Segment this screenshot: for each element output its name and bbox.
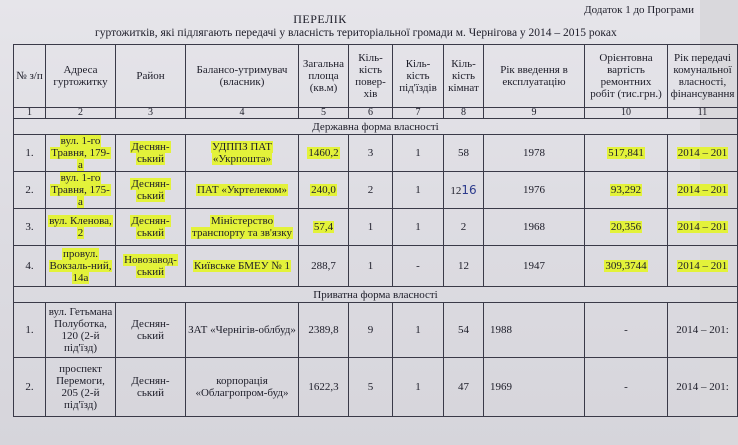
entrances-cell: - [393, 246, 444, 287]
year-cell: 1947 [484, 246, 585, 287]
area-cell: 288,7 [299, 246, 349, 287]
col-header: Район [116, 45, 186, 108]
col-number: 3 [116, 108, 186, 119]
address-cell: вул. 1-го Травня, 179-а [51, 135, 110, 171]
rooms-cell: 58 [444, 135, 484, 172]
col-number: 9 [484, 108, 585, 119]
col-header: Рік передачі комунальної власності, фінансування [668, 45, 738, 108]
document-title: ПЕРЕЛІК [293, 12, 347, 26]
cost-cell: 309,3744 [605, 260, 647, 272]
row-number: 2. [14, 358, 46, 417]
district-cell: Деснян-ський [131, 215, 170, 239]
area-cell: 57,4 [313, 221, 334, 233]
floors-cell: 5 [349, 358, 393, 417]
owner-cell: Міністерство транспорту та зв'язку [192, 215, 292, 239]
rooms-cell: 12 [444, 246, 484, 287]
row-number: 4. [14, 246, 46, 287]
dormitory-table [13, 44, 738, 417]
cost-cell: - [585, 358, 668, 417]
col-number: 5 [299, 108, 349, 119]
area-cell: 1622,3 [299, 358, 349, 417]
owner-cell: ЗАТ «Чернігів-облбуд» [186, 303, 299, 358]
entrances-cell: 1 [393, 135, 444, 172]
col-header: Кіль-кість під'їздів [393, 45, 444, 108]
column-number-row [14, 108, 738, 119]
transfer-cell: 2014 – 201 [677, 221, 728, 233]
cost-cell: - [585, 303, 668, 358]
owner-cell: УДППЗ ПАТ «Укрпошта» [212, 141, 272, 165]
floors-cell: 3 [349, 135, 393, 172]
transfer-cell: 2014 – 201 [677, 260, 728, 272]
floors-cell: 1 [349, 209, 393, 246]
row-number: 3. [14, 209, 46, 246]
section-row-state [14, 119, 738, 135]
col-header: Кіль-кість кімнат [444, 45, 484, 108]
table-row [14, 209, 738, 246]
rooms-cell: 2 [444, 209, 484, 246]
floors-cell: 2 [349, 172, 393, 209]
col-header: Рік введення в експлуатацію [484, 45, 585, 108]
year-cell: 1969 [484, 358, 585, 417]
transfer-cell: 2014 – 201: [668, 303, 738, 358]
address-cell: вул. Кленова, 2 [49, 215, 112, 239]
area-cell: 2389,8 [299, 303, 349, 358]
district-cell: Деснян-ський [116, 303, 186, 358]
row-number: 1. [14, 303, 46, 358]
owner-cell: корпорація «Облагропром-буд» [186, 358, 299, 417]
table-row [14, 246, 738, 287]
cost-cell: 517,841 [608, 147, 644, 159]
handwritten-note: 16 [461, 182, 477, 197]
district-cell: Деснян-ський [131, 178, 170, 202]
owner-cell: Київське БМЕУ № 1 [193, 260, 291, 272]
document-subtitle: гуртожитків, які підлягають передачі у власність територіальної громади м. Чернігова у 2014 – 2015 роках [95, 27, 617, 39]
entrances-cell: 1 [393, 209, 444, 246]
year-cell: 1988 [484, 303, 585, 358]
col-number: 1 [14, 108, 46, 119]
rooms-cell: 47 [444, 358, 484, 417]
col-header: Балансо-утримувач (власник) [186, 45, 299, 108]
address-cell: проспект Перемоги, 205 (2-й під'їзд) [46, 358, 116, 417]
year-cell: 1976 [484, 172, 585, 209]
area-cell: 240,0 [311, 184, 336, 196]
year-cell: 1978 [484, 135, 585, 172]
table-row [14, 135, 738, 172]
rooms-cell: 54 [444, 303, 484, 358]
floors-cell: 9 [349, 303, 393, 358]
address-cell: провул. Вокзаль-ний, 14а [49, 248, 112, 284]
section-title-private: Приватна форма власності [14, 287, 738, 303]
col-number: 11 [668, 108, 738, 119]
col-header: Орієнтовна вартість ремонтних робіт (тис.грн.) [585, 45, 668, 108]
rooms-cell [444, 172, 484, 209]
col-header: Кіль-кість повер-хів [349, 45, 393, 108]
appendix-label: Додаток 1 до Програми [584, 4, 694, 16]
table-row [14, 303, 738, 358]
row-number: 2. [14, 172, 46, 209]
col-number: 7 [393, 108, 444, 119]
row-number: 1. [14, 135, 46, 172]
section-row-private [14, 287, 738, 303]
header-row [14, 45, 738, 108]
year-cell: 1968 [484, 209, 585, 246]
address-cell: вул. 1-го Травня, 175-а [51, 172, 110, 208]
col-number: 6 [349, 108, 393, 119]
col-number: 10 [585, 108, 668, 119]
table-row [14, 358, 738, 417]
cost-cell: 20,356 [610, 221, 642, 233]
district-cell: Деснян-ський [131, 141, 170, 165]
section-title-state: Державна форма власності [14, 119, 738, 135]
col-number: 2 [46, 108, 116, 119]
cost-cell: 93,292 [610, 184, 642, 196]
col-number: 4 [186, 108, 299, 119]
transfer-cell: 2014 – 201 [677, 147, 728, 159]
table-row [14, 172, 738, 209]
district-cell: Новозавод-ський [124, 254, 177, 278]
entrances-cell: 1 [393, 172, 444, 209]
district-cell: Деснян-ський [116, 358, 186, 417]
col-header: Адреса гуртожитку [46, 45, 116, 108]
transfer-cell: 2014 – 201 [677, 184, 728, 196]
col-header: Загальна площа (кв.м) [299, 45, 349, 108]
owner-cell: ПАТ «Укртелеком» [196, 184, 287, 196]
address-cell: вул. Гетьмана Полуботка, 120 (2-й під'їзд) [46, 303, 116, 358]
col-number: 8 [444, 108, 484, 119]
col-header: № з/п [14, 45, 46, 108]
entrances-cell: 1 [393, 358, 444, 417]
floors-cell: 1 [349, 246, 393, 287]
rooms-value: 12 [450, 184, 462, 197]
transfer-cell: 2014 – 201: [668, 358, 738, 417]
entrances-cell: 1 [393, 303, 444, 358]
area-cell: 1460,2 [308, 147, 339, 159]
